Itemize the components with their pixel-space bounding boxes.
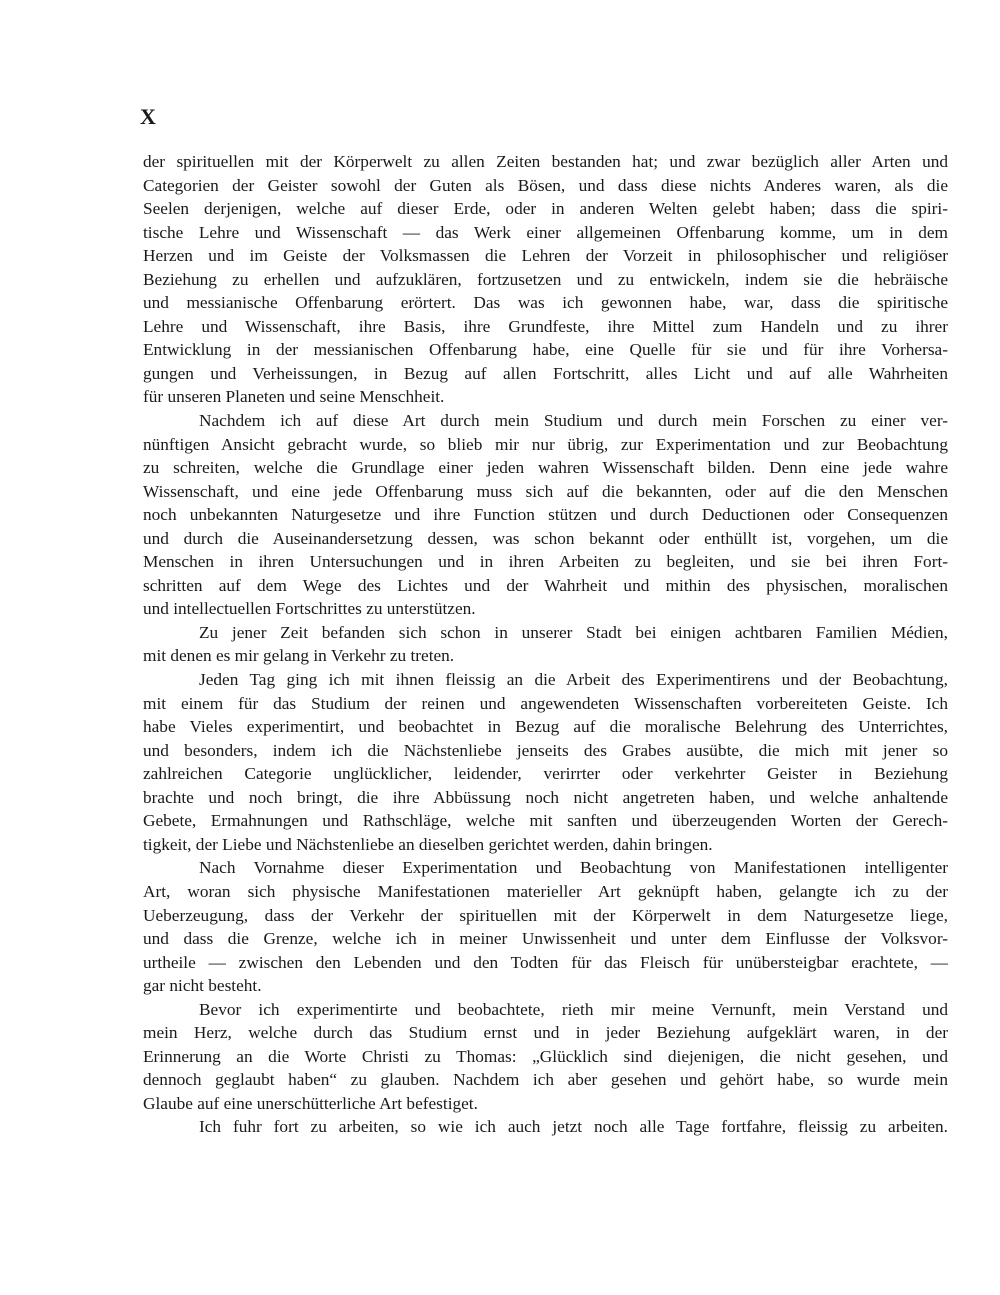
text-line: Gebete, Ermahnungen und Rathschläge, welche mit sanften und überzeugenden Worten der Gerech-: [143, 811, 948, 831]
paragraph-first-line: Ich fuhr fort zu arbeiten, so wie ich auch jetzt noch alle Tage fortfahre, fleissig zu arbeiten.: [199, 1117, 948, 1137]
text-line: Herzen und im Geiste der Volksmassen die Lehren der Vorzeit in philosophischer und religiöser: [143, 246, 948, 266]
text-line: tische Lehre und Wissenschaft — das Werk einer allgemeinen Offenbarung komme, um in dem: [143, 222, 948, 242]
text-line: Seelen derjenigen, welche auf dieser Erde, oder in anderen Welten gelebt haben; dass die spiri-: [143, 199, 948, 219]
paragraph-end-line: Glaube auf eine unerschütterliche Art befestiget.: [143, 1093, 478, 1113]
text-line: und messianische Offenbarung erörtert. Das was ich gewonnen habe, war, dass die spiritische: [143, 293, 948, 313]
page-number: X: [140, 104, 157, 129]
text-line: Categorien der Geister sowohl der Guten als Bösen, und dass diese nichts Anderes waren, als die: [143, 175, 948, 195]
text-line: Ueberzeugung, dass der Verkehr der spirituellen mit der Körperwelt in dem Naturgesetze liege,: [143, 905, 948, 925]
text-line: mit einem für das Studium der reinen und angewendeten Wissenschaften vorbereiteten Geiste. Ich: [143, 693, 948, 713]
paragraph-first-line: Nach Vornahme dieser Experimentation und Beobachtung von Manifestationen intelligenter: [199, 858, 948, 878]
text-line: Erinnerung an die Worte Christi zu Thomas: „Glücklich sind diejenigen, die nicht gesehen, und: [143, 1046, 948, 1066]
paragraph-end-line: mit denen es mir gelang in Verkehr zu treten.: [143, 646, 455, 666]
text-line: Wissenschaft, und eine jede Offenbarung muss sich auf die bekannten, oder auf die den Menschen: [143, 481, 948, 501]
text-line: Menschen in ihren Untersuchungen und in ihren Arbeiten zu begleiten, und sie bei ihren Fort-: [143, 552, 948, 572]
paragraph-end-line: gar nicht besteht.: [143, 976, 262, 996]
text-line: gungen und Verheissungen, in Bezug auf allen Fortschritt, alles Licht und auf alle Wahrheiten: [143, 363, 948, 383]
text-line: schritten auf dem Wege des Lichtes und der Wahrheit und mithin des physischen, moralischen: [143, 575, 948, 595]
text-line: habe Vieles experimentirt, und beobachtet in Bezug auf die moralische Belehrung des Unterrichtes,: [143, 717, 948, 737]
text-line: und dass die Grenze, welche ich in meiner Unwissenheit und unter dem Einflusse der Volksvor-: [143, 929, 948, 949]
text-line: Entwicklung in der messianischen Offenbarung habe, eine Quelle für sie und für ihre Vorhersa-: [143, 340, 948, 360]
paragraph-first-line: Bevor ich experimentirte und beobachtete, rieth mir meine Vernunft, mein Verstand und: [199, 999, 948, 1019]
text-line: mein Herz, welche durch das Studium ernst und in jeder Beziehung aufgeklärt waren, in der: [143, 1023, 948, 1043]
text-line: der spirituellen mit der Körperwelt zu allen Zeiten bestanden hat; und zwar bezüglich aller Arten und: [143, 152, 948, 171]
text-line: und durch die Auseinandersetzung dessen, was schon bekannt oder enthüllt ist, vorgehen, um die: [143, 528, 948, 548]
paragraph-first-line: Zu jener Zeit befanden sich schon in unserer Stadt bei einigen achtbaren Familien Médien,: [199, 622, 948, 642]
paragraph-end-line: tigkeit, der Liebe und Nächstenliebe an dieselben gerichtet werden, dahin bringen.: [143, 834, 713, 854]
text-line: Lehre und Wissenschaft, ihre Basis, ihre Grundfeste, ihre Mittel zum Handeln und zu ihrer: [143, 316, 948, 336]
text-line: zu schreiten, welche die Grundlage einer jeden wahren Wissenschaft bilden. Denn eine jede wahre: [143, 458, 948, 478]
text-line: und besonders, indem ich die Nächstenliebe jenseits des Grabes ausübte, die mich mit jener so: [143, 740, 948, 760]
paragraph-first-line: Jeden Tag ging ich mit ihnen fleissig an die Arbeit des Experimentirens und der Beobachtung,: [199, 670, 948, 690]
text-line: nünftigen Ansicht gebracht wurde, so blieb mir nur übrig, zur Experimentation und zur Beobachtung: [143, 434, 948, 454]
paragraph-end-line: und intellectuellen Fortschrittes zu unterstützen.: [143, 599, 476, 619]
paragraph-first-line: Nachdem ich auf diese Art durch mein Studium und durch mein Forschen zu einer ver-: [199, 411, 948, 431]
text-line: dennoch geglaubt haben“ zu glauben. Nachdem ich aber gesehen und gehört habe, so wurde mein: [143, 1070, 948, 1090]
text-line: Beziehung zu erhellen und aufzuklären, fortzusetzen und zu entwickeln, indem sie die hebräische: [143, 269, 948, 289]
paragraph-end-line: für unseren Planeten und seine Menschheit.: [143, 387, 445, 407]
body-text: [143, 150, 948, 1139]
text-line: zahlreichen Categorie unglücklicher, leidender, verirrter oder verkehrter Geister in Beziehung: [143, 764, 948, 784]
text-line: Art, woran sich physische Manifestationen materieller Art geknüpft haben, gelangte ich zu der: [143, 881, 948, 901]
text-line: brachte und noch bringt, die ihre Abbüssung noch nicht angetreten haben, und welche anhaltende: [143, 787, 948, 807]
text-line: urtheile — zwischen den Lebenden und den Todten für das Fleisch für unübersteigbar erachtete, —: [143, 952, 948, 972]
text-line: noch unbekannten Naturgesetze und ihre Function stützen und durch Deductionen oder Consequenzen: [143, 505, 948, 525]
